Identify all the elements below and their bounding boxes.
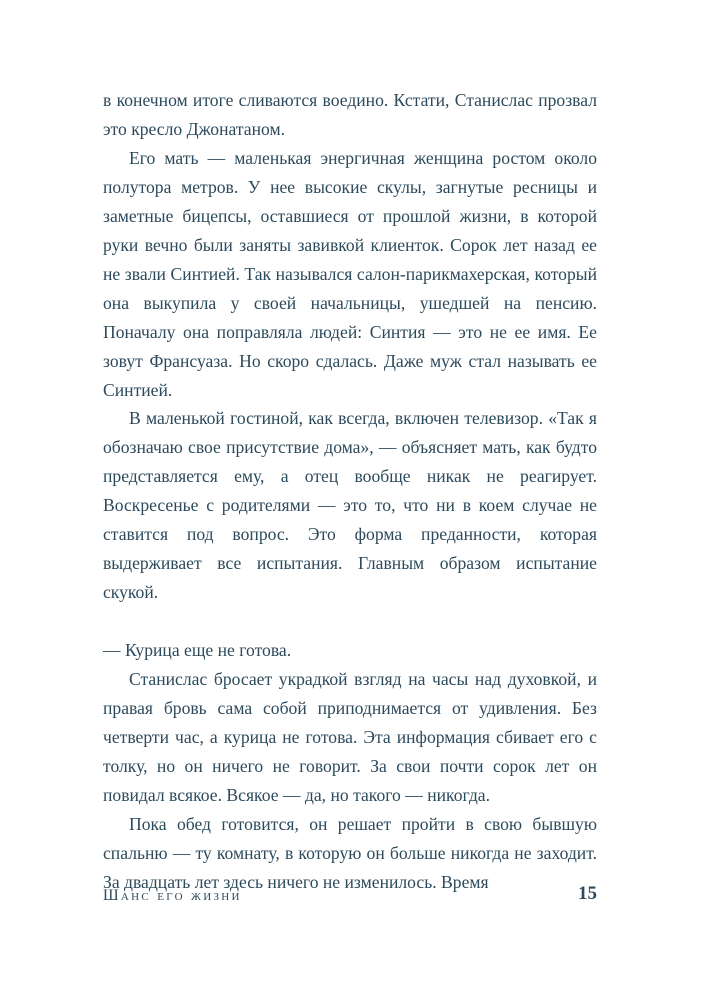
paragraph-6: Пока обед готовится, он решает пройти в свою бывшую спальню — ту комнату, в которую он больше никогда не заходит. За двадцать лет здесь ничего не изменилось. Время [103,813,597,892]
section-break [103,607,597,636]
running-footer-title: Шанс его жизни [103,887,242,904]
body-text [103,86,597,897]
dialogue-line: — Курица еще не готова. [103,640,292,661]
page-number: 15 [578,883,597,904]
paragraph-1: в конечном итоге сливаются воедино. Кстати, Станислас прозвал это кресло Джонатаном. [103,90,597,139]
paragraph-3: В маленькой гостиной, как всегда, включен телевизор. «Так я обозначаю свое присутствие дома», — объясняет мать, как будто представляется ему, а отец вообще никак не реагирует. Воскресенье с родителями — это то, что ни в коем случае не ставится под вопрос. Это форма преданности, которая выдерживает все испытания. Главным образом испытание скукой. [103,408,597,603]
paragraph-2: Его мать — маленькая энергичная женщина ростом около полутора метров. У нее высокие скулы, загнутые ресницы и заметные бицепсы, оставшиеся от прошлой жизни, в которой руки вечно были заняты завивкой клиенток. Сорок лет назад ее не звали Синтией. Так назывался салон-парикмахерская, который она выкупила у своей начальницы, ушедшей на пенсию. Поначалу она поправляла людей: Синтия — это не ее имя. Ее зовут Франсуаза. Но скоро сдалась. Даже муж стал называть ее Синтией. [103,147,597,400]
paragraph-5: Станислас бросает украдкой взгляд на часы над духовкой, и правая бровь сама собой приподнимается от удивления. Без четверти час, а курица не готова. Эта информация сбивает его с толку, но он ничего не говорит. За свои почти сорок лет он повидал всякое. Всякое — да, но такого — никогда. [103,669,597,805]
